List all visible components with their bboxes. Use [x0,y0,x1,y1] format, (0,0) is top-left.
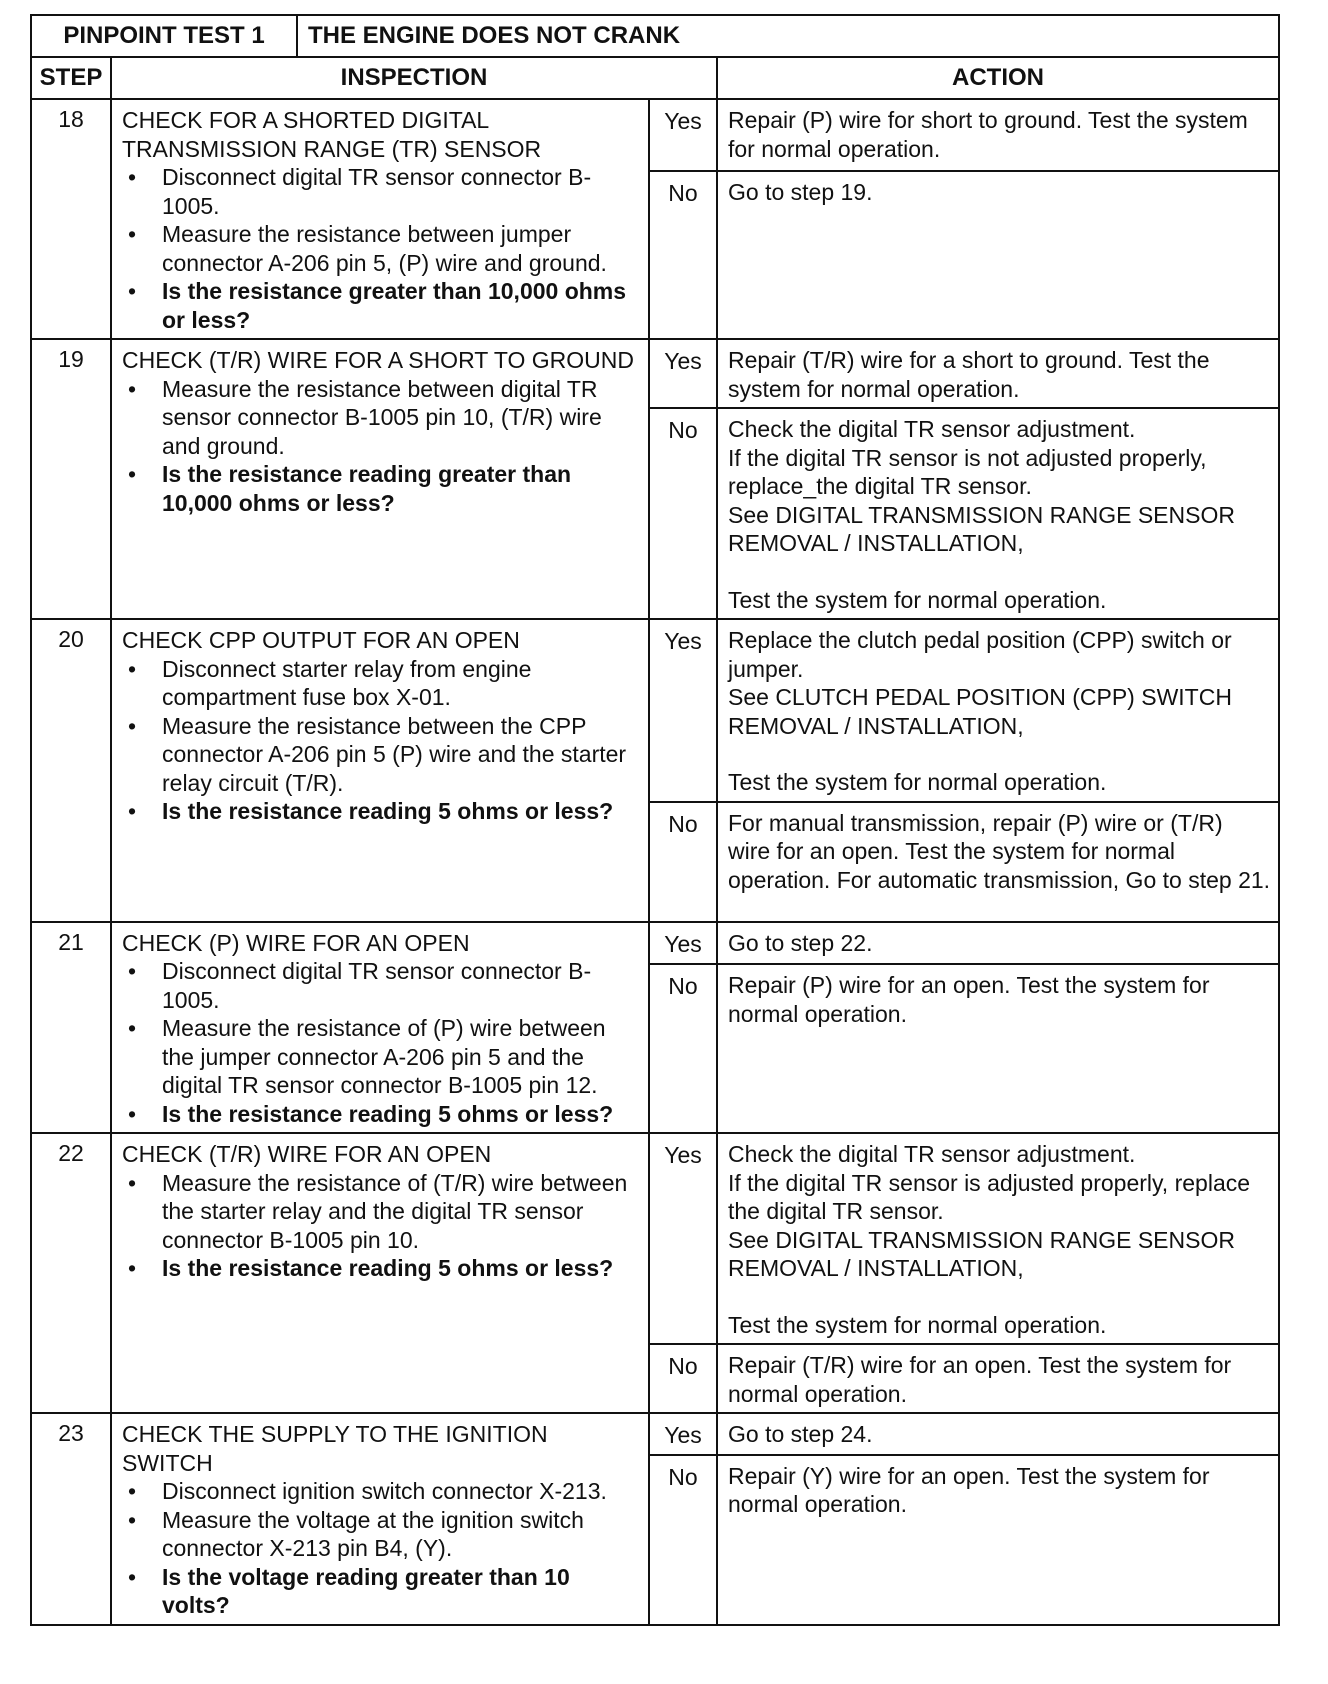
no-label: No [649,408,717,619]
step-row-yes [31,99,1279,171]
action-line: Repair (P) wire for short to ground. Test the system for normal operation. [728,107,1248,162]
action-line: Check the digital TR sensor adjustment. [728,1141,1136,1167]
action-line: Replace the clutch pedal position (CPP) switch or jumper. [728,627,1232,682]
action-spacer [728,558,1270,586]
no-label: No [649,1455,717,1625]
action-line: Test the system for normal operation. [728,586,1107,613]
yes-action [717,339,1279,408]
action-line: Repair (P) wire for an open. Test the system for normal operation. [728,972,1210,1027]
action-line: Go to step 22. [728,929,873,956]
inspection-bullet: • Measure the resistance of (T/R) wire between the starter relay and the digital TR sensor connector B-1005 pin 10. [162,1169,640,1255]
inspection-cell [111,619,649,922]
pinpoint-test-document [30,14,1278,1626]
no-action [717,1344,1279,1413]
no-action [717,964,1279,1133]
test-header-row [31,15,1279,57]
action-line: If the digital TR sensor is not adjusted properly, replace_the digital TR sensor. [728,444,1207,499]
inspection-cell [111,339,649,619]
action-line: Repair (T/R) wire for an open. Test the system for normal operation. [728,1352,1232,1407]
action-line: Repair (T/R) wire for a short to ground. Test the system for normal operation. [728,347,1210,402]
inspection-bullets [122,655,640,826]
yes-label: Yes [649,1413,717,1455]
inspection-question: • Is the resistance reading greater than 10,000 ohms or less? [162,460,640,517]
inspection-bullets [122,1477,640,1620]
step-number: 22 [31,1133,111,1413]
inspection-bullet: • Measure the voltage at the ignition switch connector X-213 pin B4, (Y). [162,1506,640,1563]
action-line: See DIGITAL TRANSMISSION RANGE SENSOR REMOVAL / INSTALLATION, [728,1226,1235,1281]
inspection-question: • Is the resistance greater than 10,000 ohms or less? [162,277,640,334]
yes-action [717,1413,1279,1455]
inspection-title: CHECK FOR A SHORTED DIGITAL TRANSMISSION RANGE (TR) SENSOR [122,107,542,162]
step-number: 23 [31,1413,111,1625]
no-label: No [649,964,717,1133]
pinpoint-test-table [30,14,1280,1626]
inspection-title: CHECK THE SUPPLY TO THE IGNITION SWITCH [122,1421,548,1476]
inspection-bullet: • Measure the resistance between digital TR sensor connector B-1005 pin 10, (T/R) wire and ground. [162,375,640,461]
inspection-title: CHECK (T/R) WIRE FOR AN OPEN [122,1141,492,1167]
yes-action [717,1133,1279,1344]
inspection-bullet: • Disconnect starter relay from engine compartment fuse box X-01. [162,655,640,712]
action-line: Check the digital TR sensor adjustment. [728,416,1136,442]
steps-body [31,99,1279,1625]
step-number: 19 [31,339,111,619]
action-line: See DIGITAL TRANSMISSION RANGE SENSOR REMOVAL / INSTALLATION, [728,501,1235,556]
yes-label: Yes [649,1133,717,1344]
inspection-bullets [122,1169,640,1283]
step-number: 20 [31,619,111,922]
inspection-question: • Is the resistance reading 5 ohms or less? [162,797,640,826]
inspection-bullet: • Measure the resistance of (P) wire between the jumper connector A-206 pin 5 and the digital TR sensor connector B-1005 pin 12. [162,1014,640,1100]
step-number: 18 [31,99,111,339]
no-action [717,408,1279,619]
inspection-question: • Is the voltage reading greater than 10 volts? [162,1563,640,1620]
action-line: See CLUTCH PEDAL POSITION (CPP) SWITCH REMOVAL / INSTALLATION, [728,684,1232,739]
step-row-yes [31,619,1279,802]
no-action [717,1455,1279,1625]
yes-action [717,922,1279,965]
step-row-yes [31,1413,1279,1455]
action-spacer [728,740,1270,768]
step-row-yes [31,339,1279,408]
action-spacer [728,1283,1270,1311]
action-line: If the digital TR sensor is adjusted properly, replace the digital TR sensor. [728,1169,1251,1224]
inspection-bullets [122,957,640,1128]
test-label: PINPOINT TEST 1 [31,15,297,57]
inspection-title: CHECK (P) WIRE FOR AN OPEN [122,929,470,956]
inspection-bullet: • Disconnect digital TR sensor connector B-1005. [162,957,640,1014]
column-header-action: ACTION [717,57,1279,99]
inspection-cell [111,1413,649,1625]
inspection-question: • Is the resistance reading 5 ohms or less? [162,1100,640,1129]
column-header-inspection: INSPECTION [111,57,717,99]
inspection-title: CHECK CPP OUTPUT FOR AN OPEN [122,627,520,653]
no-action [717,171,1279,339]
no-label: No [649,1344,717,1413]
action-line: Go to step 24. [728,1421,873,1447]
inspection-cell [111,922,649,1134]
no-label: No [649,802,717,922]
inspection-question: • Is the resistance reading 5 ohms or less? [162,1254,640,1283]
inspection-bullet: • Measure the resistance between the CPP connector A-206 pin 5 (P) wire and the starter relay circuit (T/R). [162,712,640,798]
inspection-bullet: • Disconnect ignition switch connector X-213. [162,1477,640,1506]
yes-label: Yes [649,922,717,965]
inspection-bullets [122,375,640,518]
step-row-yes [31,1133,1279,1344]
test-title: THE ENGINE DOES NOT CRANK [297,15,1279,57]
column-header-row [31,57,1279,99]
yes-action [717,619,1279,802]
inspection-cell [111,99,649,339]
step-row-yes [31,922,1279,965]
column-header-step: STEP [31,57,111,99]
action-line: For manual transmission, repair (P) wire or (T/R) wire for an open. Test the system for normal operation. For automatic transmission, Go to step 21. [728,809,1271,893]
yes-label: Yes [649,619,717,802]
yes-label: Yes [649,339,717,408]
action-line: Test the system for normal operation. [728,769,1107,795]
yes-action [717,99,1279,171]
action-line: Test the system for normal operation. [728,1311,1107,1338]
inspection-bullet: • Disconnect digital TR sensor connector B-1005. [162,163,640,220]
no-action [717,802,1279,922]
action-line: Repair (Y) wire for an open. Test the system for normal operation. [728,1462,1210,1518]
yes-label: Yes [649,99,717,171]
inspection-cell [111,1133,649,1413]
inspection-bullets [122,163,640,334]
inspection-bullet: • Measure the resistance between jumper connector A-206 pin 5, (P) wire and ground. [162,220,640,277]
action-line: Go to step 19. [728,179,873,206]
step-number: 21 [31,922,111,1134]
inspection-title: CHECK (T/R) WIRE FOR A SHORT TO GROUND [122,347,635,373]
no-label: No [649,171,717,339]
